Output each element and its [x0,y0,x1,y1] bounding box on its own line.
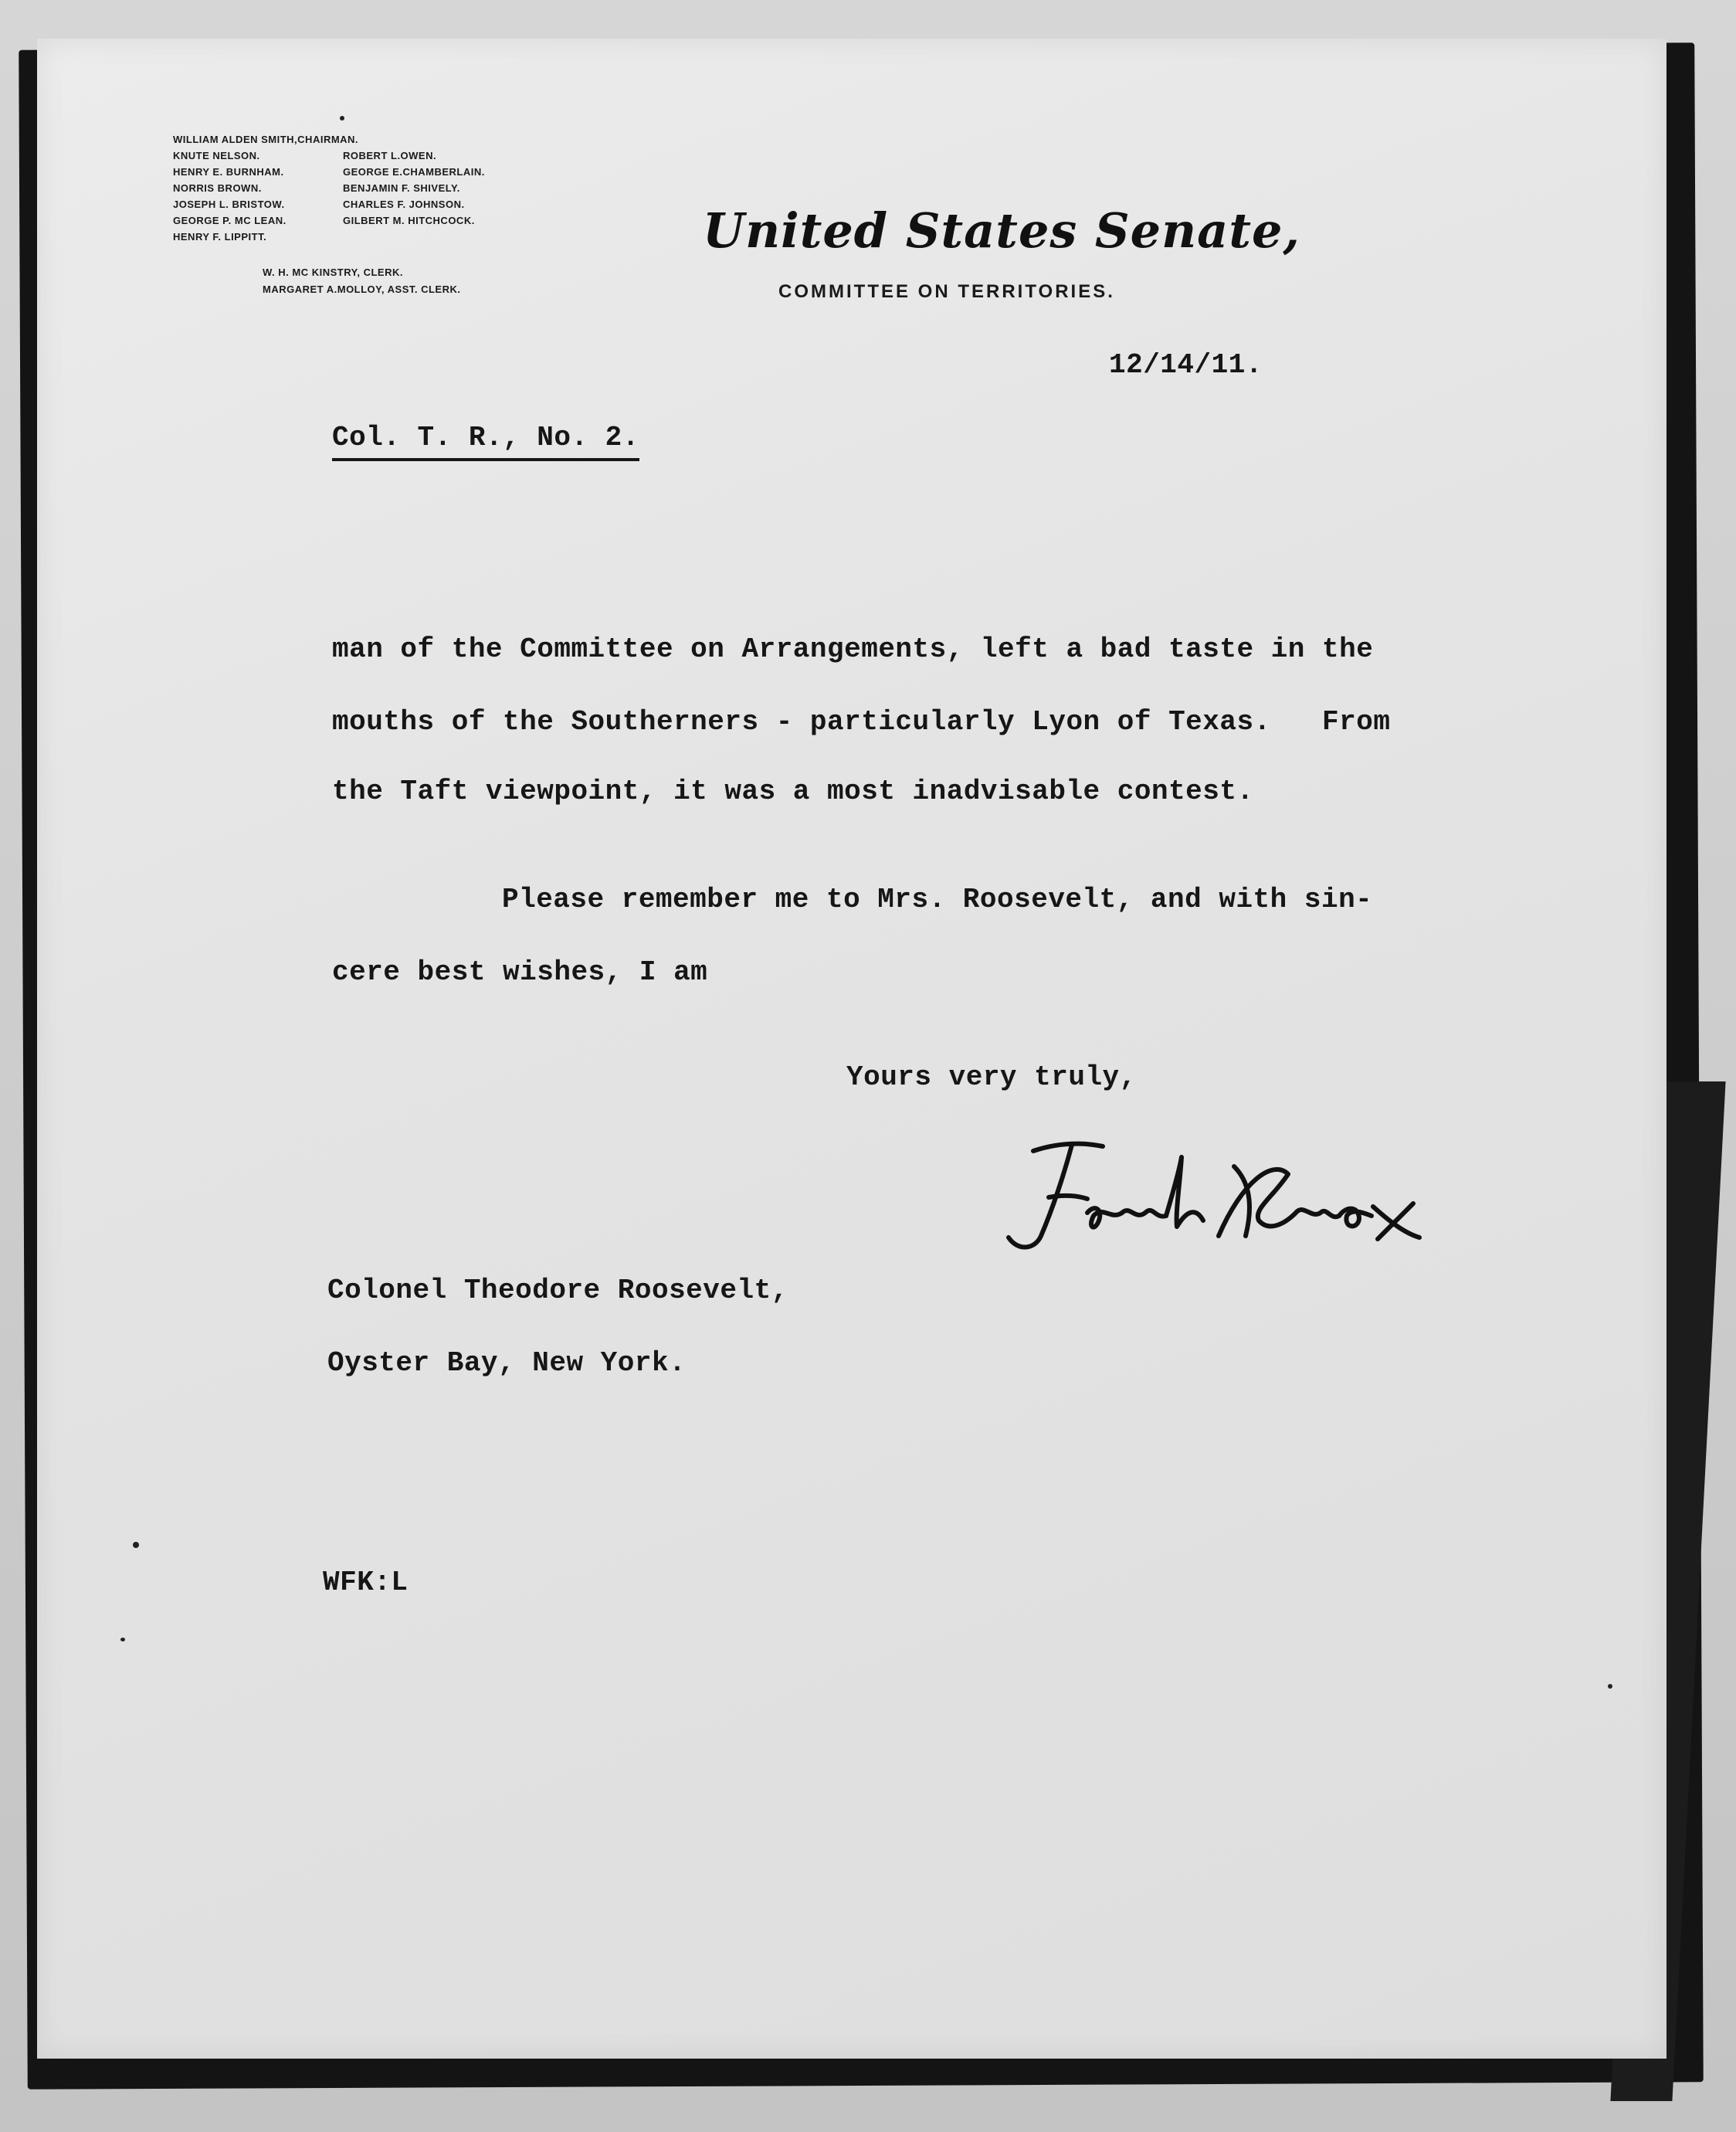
member-name: HENRY E. BURNHAM. [173,166,284,178]
member-name: HENRY F. LIPPITT. [173,231,267,243]
clerks-block [263,264,460,298]
dust-speck [1608,1684,1612,1689]
member-name: WILLIAM ALDEN SMITH,CHAIRMAN. [173,134,359,145]
body-line: Please remember me to Mrs. Roosevelt, and with sin- [502,884,1373,915]
asst-clerk-name: MARGARET A.MOLLOY, ASST. CLERK. [263,283,461,295]
member-name: CHARLES F. JOHNSON. [343,199,465,210]
body-line: cere best wishes, I am [332,956,708,988]
closing: Yours very truly, [846,1061,1137,1093]
member-row [173,196,485,212]
member-row [173,180,485,196]
signature [987,1136,1427,1275]
member-name: GEORGE P. MC LEAN. [173,215,287,226]
committee-name: COMMITTEE ON TERRITORIES. [778,281,1115,302]
member-name: KNUTE NELSON. [173,150,260,161]
member-name: BENJAMIN F. SHIVELY. [343,182,460,194]
reference-line: Col. T. R., No. 2. [332,422,639,461]
member-name: JOSEPH L. BRISTOW. [173,199,285,210]
member-name: GILBERT M. HITCHCOCK. [343,215,475,226]
member-name: GEORGE E.CHAMBERLAIN. [343,166,485,178]
recipient-name: Colonel Theodore Roosevelt, [327,1275,788,1306]
member-name: ROBERT L.OWEN. [343,150,437,161]
member-name: NORRIS BROWN. [173,182,262,194]
dust-speck [133,1542,139,1548]
member-row [173,212,485,229]
member-row [173,229,485,245]
committee-members-list [173,131,485,245]
letterhead-title: United States Senate, [703,202,1301,259]
member-row [173,131,485,148]
body-line: mouths of the Southerners - particularly Lyon of Texas. From [332,706,1391,738]
body-line: the Taft viewpoint, it was a most inadvisable contest. [332,776,1254,807]
member-row [173,148,485,164]
member-row [173,164,485,180]
dust-speck [120,1638,125,1641]
recipient-address: Oyster Bay, New York. [327,1347,687,1379]
letter-date: 12/14/11. [1109,349,1263,381]
letter-page [37,39,1666,2059]
dust-speck [340,116,344,121]
clerk-name: W. H. MC KINSTRY, CLERK. [263,266,403,278]
body-line: man of the Committee on Arrangements, left a bad taste in the [332,633,1374,665]
typist-initials: WFK:L [323,1567,409,1598]
